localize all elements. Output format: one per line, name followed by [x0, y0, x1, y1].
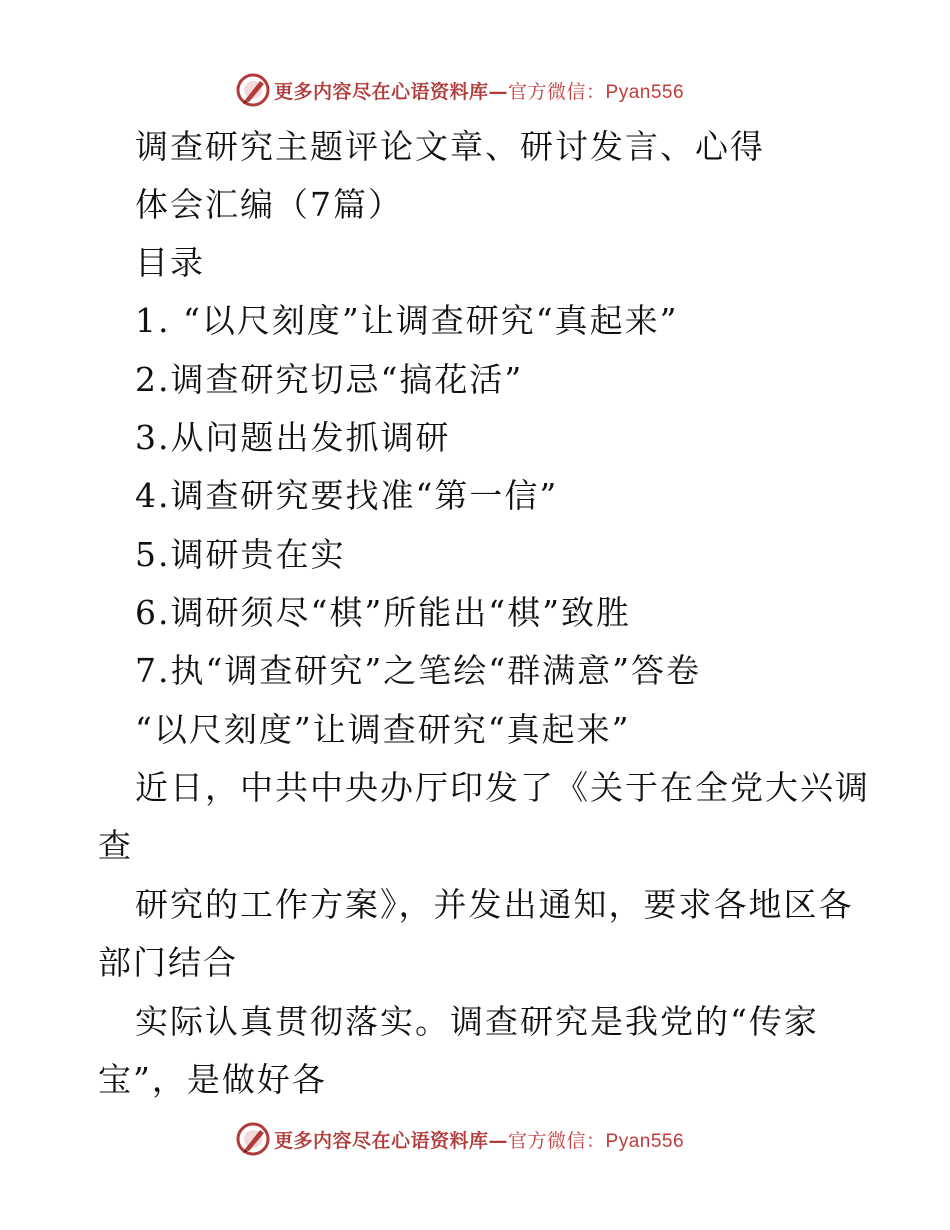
article-title: “以尺刻度”让调查研究“真起来”	[135, 710, 631, 749]
paragraph-line-2: 查	[98, 826, 133, 865]
watermark-text	[274, 77, 684, 104]
paragraph-line-1: 近日，中共中央办厅印发了《关于在全党大兴调	[135, 768, 870, 807]
watermark-site-text: 更多内容尽在心语资料库	[274, 1129, 489, 1152]
watermark-text	[274, 1126, 684, 1153]
pen-logo-icon	[236, 1122, 270, 1156]
toc-item-3: 3.从问题出发抓调研	[135, 418, 451, 457]
paragraph-line-6: 宝”，是做好各	[98, 1060, 327, 1099]
toc-item-2: 2.调查研究切忌“搞花活”	[135, 360, 524, 399]
watermark-separator: —	[488, 1129, 509, 1152]
paragraph-line-3: 研究的工作方案》，并发出通知，要求各地区各	[135, 885, 854, 924]
watermark-banner-top	[236, 73, 716, 107]
watermark-site-text: 更多内容尽在心语资料库	[274, 80, 489, 103]
pen-logo-icon	[236, 73, 270, 107]
toc-item-1: 1. “以尺刻度”让调查研究“真起来”	[135, 301, 679, 340]
watermark-banner-bottom	[236, 1122, 716, 1156]
paragraph-line-5: 实际认真贯彻落实。调查研究是我党的“传家	[135, 1002, 819, 1041]
document-title-line-1: 调查研究主题评论文章、研讨发言、心得	[135, 127, 765, 166]
toc-heading: 目录	[135, 243, 205, 282]
toc-item-7: 7.执“调查研究”之笔绘“群满意”答卷	[135, 651, 701, 690]
document-title-line-2: 体会汇编（7篇）	[135, 185, 403, 224]
watermark-contact-label: 官方微信：	[508, 80, 606, 103]
watermark-contact-label: 官方微信：	[508, 1129, 606, 1152]
toc-item-5: 5.调研贵在实	[135, 535, 346, 574]
toc-item-4: 4.调查研究要找准“第一信”	[135, 476, 559, 515]
paragraph-line-4: 部门结合	[98, 943, 238, 982]
watermark-contact-id: Pyan556	[605, 1130, 685, 1152]
watermark-contact-id: Pyan556	[605, 81, 685, 103]
toc-item-6: 6.调研须尽“棋”所能出“棋”致胜	[135, 593, 631, 632]
watermark-separator: —	[488, 80, 509, 103]
